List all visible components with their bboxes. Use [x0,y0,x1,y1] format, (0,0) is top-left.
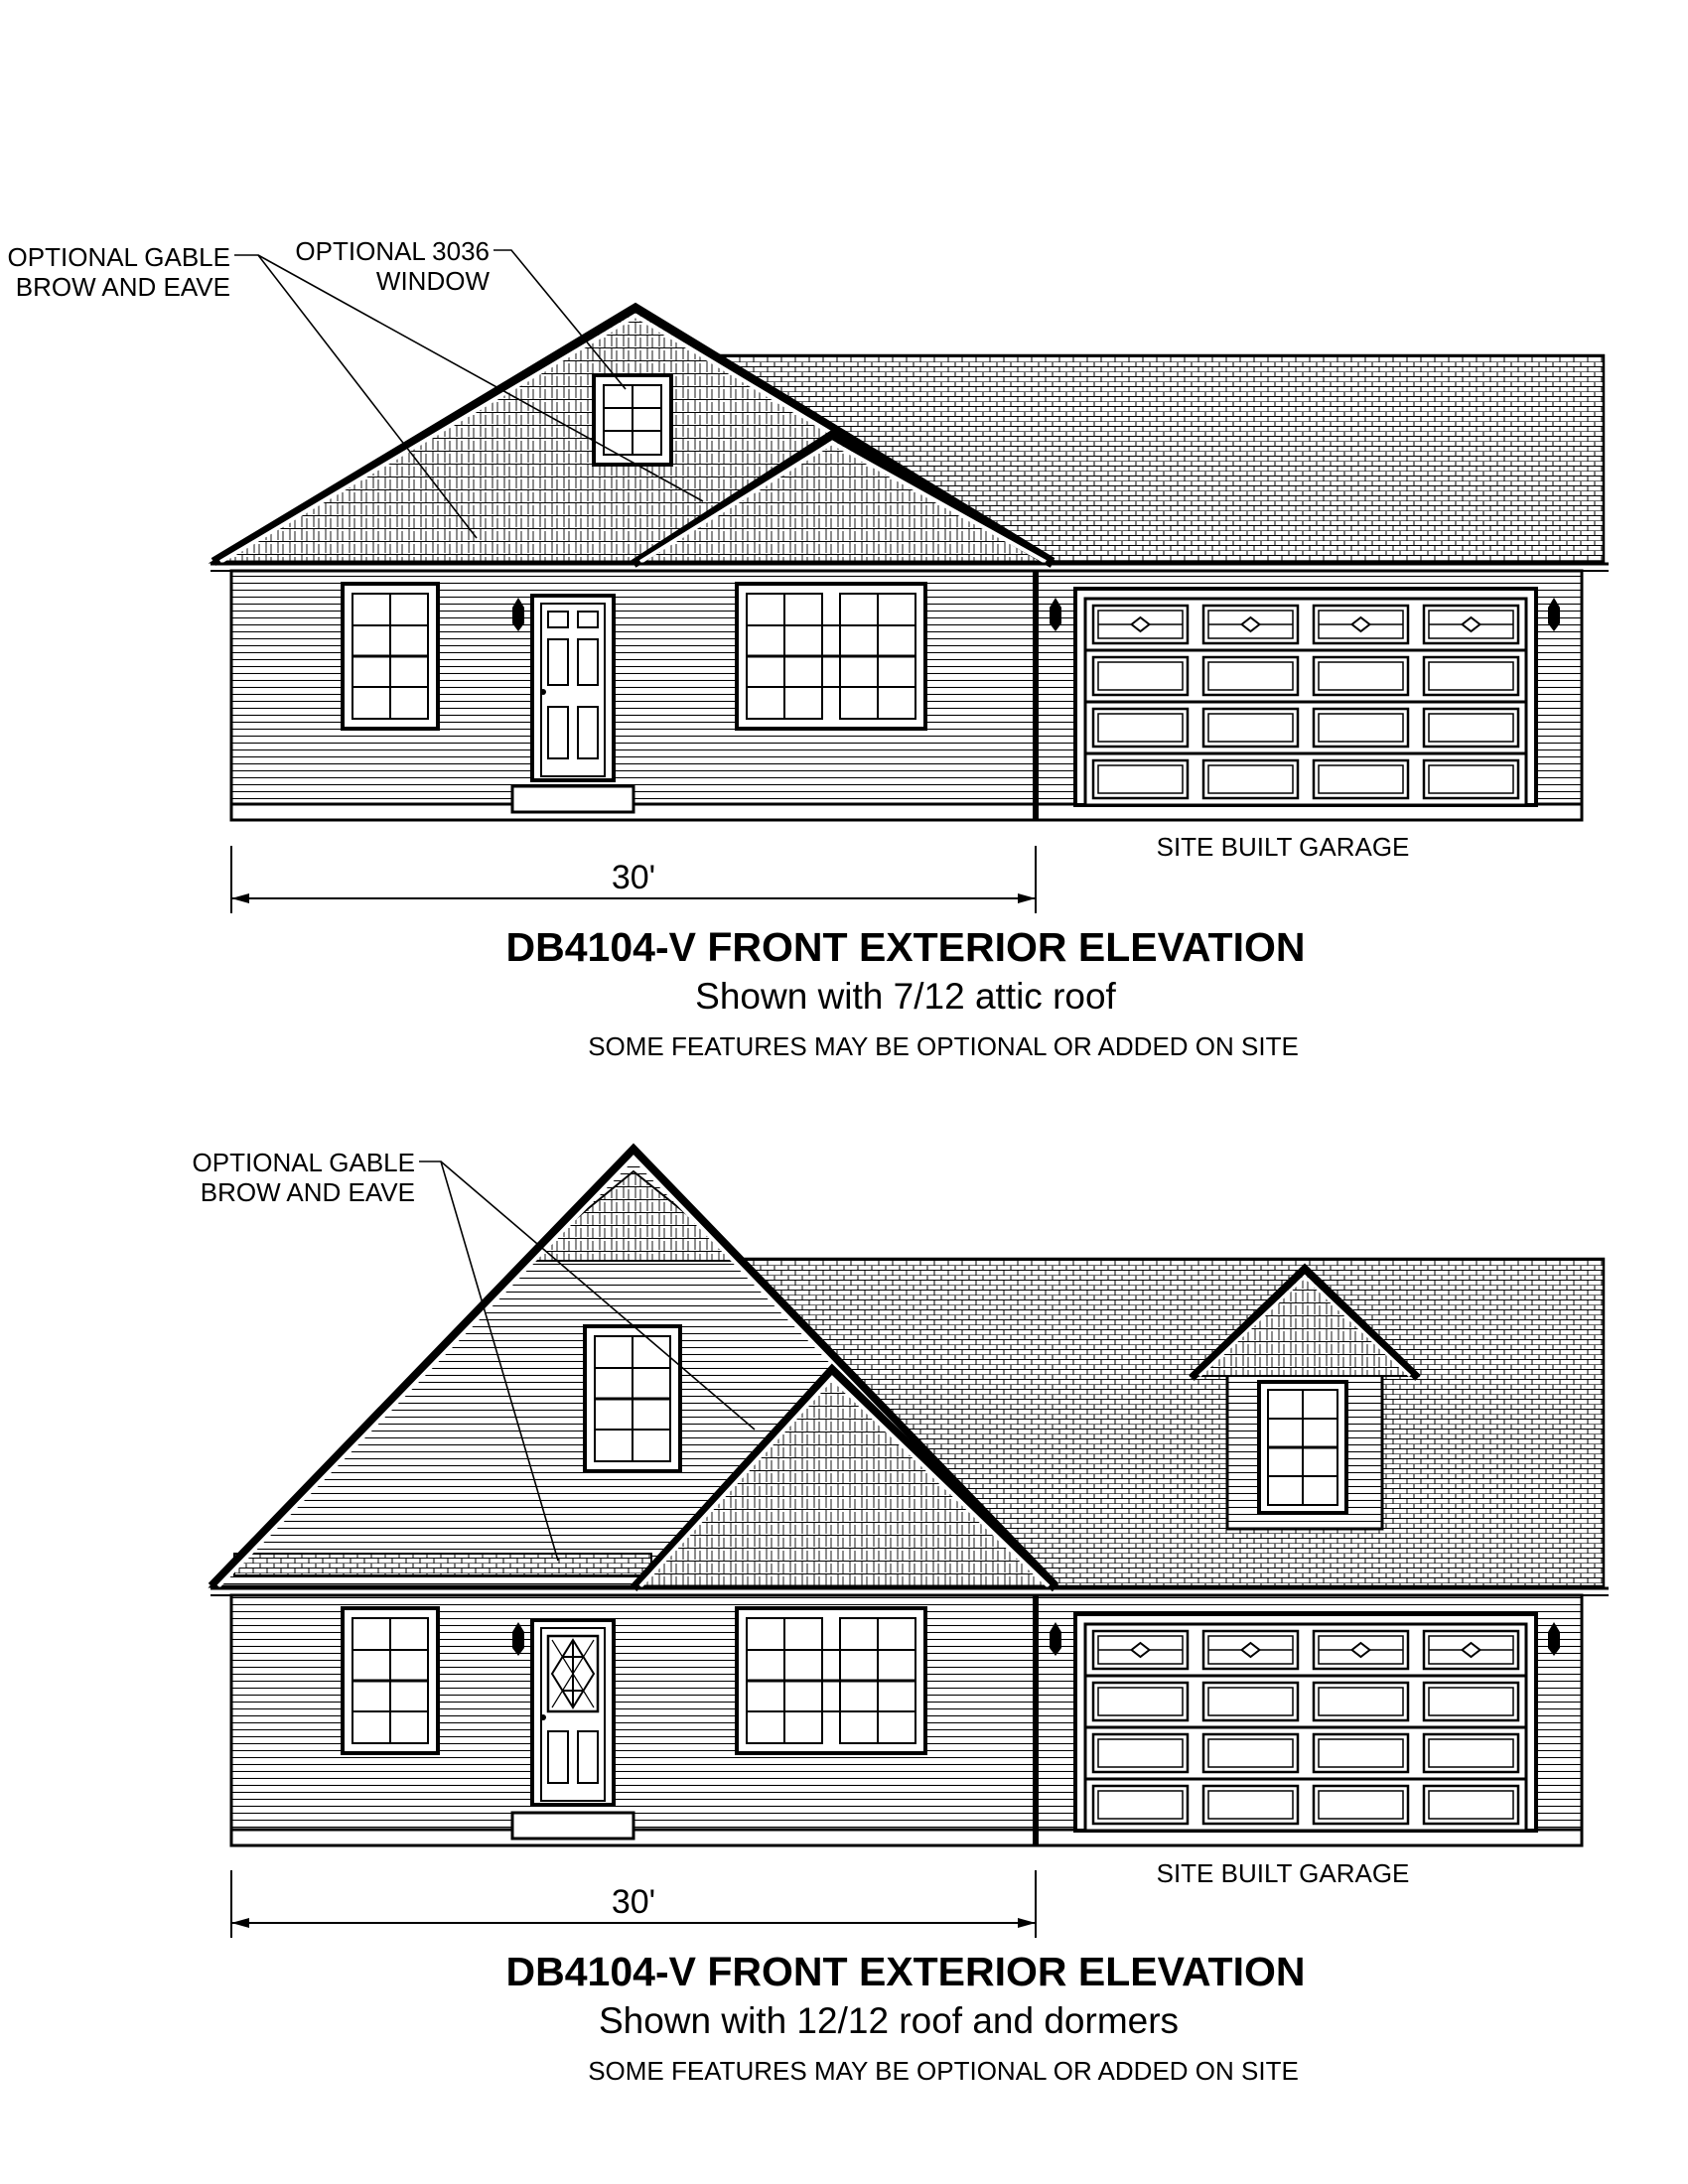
gable-label: BROW AND EAVE [200,1177,415,1207]
window-label: OPTIONAL 3036 [295,236,490,266]
eave-shingle-band [234,1554,651,1575]
gable-label: BROW AND EAVE [15,272,230,302]
garage-label: SITE BUILT GARAGE [1156,1858,1410,1888]
garage-label: SITE BUILT GARAGE [1156,832,1410,862]
gable-peak-shake [524,1171,745,1261]
upper-window [585,1326,680,1471]
window-label: WINDOW [375,266,490,296]
window-double [737,584,925,729]
front-door [532,596,614,780]
elevation-note: SOME FEATURES MAY BE OPTIONAL OR ADDED ON SITE [588,2056,1299,2086]
window-left [343,1608,438,1753]
window-left [343,584,438,729]
garage-door [1075,589,1536,805]
attic-window [594,375,671,465]
elevation-attic [8,236,1609,1061]
dimension-text: 30' [611,859,656,896]
elevation-dormers [193,1148,1609,2086]
gable-label: OPTIONAL GABLE [192,1148,415,1177]
door-step [512,1813,633,1839]
gable-label: OPTIONAL GABLE [7,242,230,272]
elevation-subtitle: Shown with 12/12 roof and dormers [598,2000,1180,2041]
dimension-text: 30' [611,1883,656,1921]
window-double [737,1608,925,1753]
elevation-title: DB4104-V FRONT EXTERIOR ELEVATION [505,1949,1306,1994]
elevation-subtitle: Shown with 7/12 attic roof [695,976,1116,1017]
elevation-title: DB4104-V FRONT EXTERIOR ELEVATION [505,924,1306,970]
door-step [512,786,633,812]
elevation-note: SOME FEATURES MAY BE OPTIONAL OR ADDED ON SITE [588,1031,1299,1061]
garage-door [1075,1614,1536,1831]
front-door [532,1620,614,1805]
